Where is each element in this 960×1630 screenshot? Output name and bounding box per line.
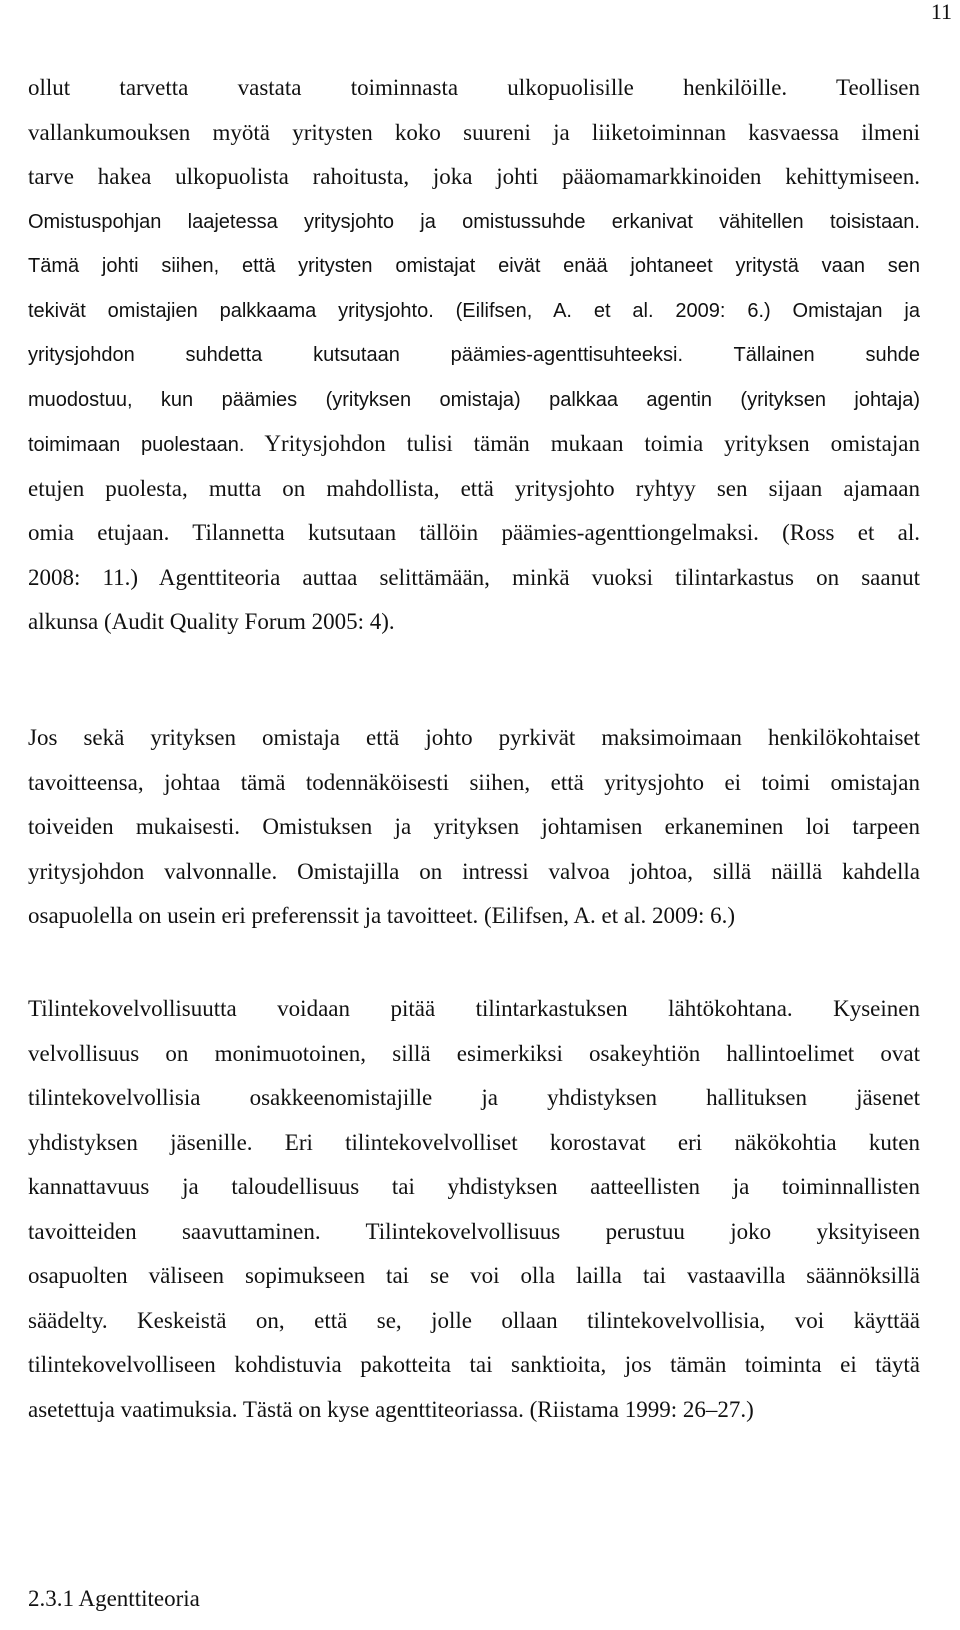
text-line: tavoitteensa, johtaa tämä todennäköisesti siihen, että yritysjohto ei toimi omistajan: [28, 769, 920, 795]
text-line: etujen puolesta, mutta on mahdollista, että yritysjohto ryhtyy sen sijaan ajamaan: [28, 475, 920, 501]
text-line: Tilintekovelvollisuutta voidaan pitää tilintarkastuksen lähtökohtana. Kyseinen: [28, 996, 920, 1021]
text-line: yritysjohdon suhdetta kutsutaan päämies-agenttisuhteeksi. Tällainen suhde: [28, 344, 920, 366]
text-line: tavoitteiden saavuttaminen. Tilintekovelvollisuus perustuu joko yksityiseen: [28, 1218, 920, 1244]
text-line: osapuolella on usein eri preferenssit ja tavoitteet. (Eilifsen, A. et al. 2009: 6.): [28, 903, 736, 928]
paragraph-3: [28, 987, 920, 1432]
text-line: tilintekovelvollisia osakkeenomistajille ja yhdistyksen hallituksen jäsenet: [28, 1085, 920, 1110]
text-line: ollut tarvetta vastata toiminnasta ulkopuolisille henkilöille. Teollisen: [28, 75, 920, 100]
text-fragment: toimimaan puolestaan.: [28, 434, 245, 456]
text-fragment: Yritysjohdon tulisi tämän mukaan toimia yrityksen omistajan: [264, 431, 920, 456]
text-line: omia etujaan. Tilannetta kutsutaan tällöin päämies-agenttiongelmaksi. (Ross et al.: [28, 520, 920, 545]
paragraph-1-sans-block: [28, 200, 920, 423]
paragraph-2: [28, 716, 920, 939]
text-line: yhdistyksen jäsenille. Eri tilintekovelvolliset korostavat eri näkökohtia kuten: [28, 1129, 920, 1155]
text-line: velvollisuus on monimuotoinen, sillä esimerkiksi osakeyhtiön hallintoelimet ovat: [28, 1040, 920, 1066]
text-line: tekivät omistajien palkkaama yritysjohto. (Eilifsen, A. et al. 2009: 6.) Omistajan ja: [28, 299, 920, 322]
text-line: muodostuu, kun päämies (yrityksen omistaja) palkkaa agentin (yrityksen johtaja): [28, 388, 920, 411]
text-line: Tämä johti siihen, että yritysten omistajat eivät enää johtaneet yritystä vaan sen: [28, 255, 920, 277]
paragraph-1-mixed-line: [28, 422, 920, 467]
text-line-mixed: [28, 422, 920, 467]
text-line: säädelty. Keskeistä on, että se, jolle ollaan tilintekovelvollisia, voi käyttää: [28, 1307, 920, 1333]
paragraph-1-end: [28, 467, 920, 645]
page-number: 11: [930, 0, 952, 24]
text-line: alkunsa (Audit Quality Forum 2005: 4).: [28, 609, 395, 634]
text-line: toiveiden mukaisesti. Omistuksen ja yrityksen johtamisen erkaneminen loi tarpeen: [28, 814, 920, 839]
section-heading: 2.3.1 Agenttiteoria: [28, 1586, 200, 1611]
text-line: asetettuja vaatimuksia. Tästä on kyse agenttiteoriassa. (Riistama 1999: 26–27.): [28, 1396, 754, 1422]
text-line: osapuolten väliseen sopimukseen tai se voi olla lailla tai vastaavilla säännöksillä: [28, 1263, 920, 1288]
text-line: vallankumouksen myötä yritysten koko suureni ja liiketoiminnan kasvaessa ilmeni: [28, 119, 920, 145]
text-line: tarve hakea ulkopuolista rahoitusta, joka johti pääomamarkkinoiden kehittymiseen.: [28, 164, 920, 189]
text-line: Omistuspohjan laajetessa yritysjohto ja omistussuhde erkanivat vähitellen toisistaan.: [28, 210, 920, 233]
text-line: 2008: 11.) Agenttiteoria auttaa selittämään, minkä vuoksi tilintarkastus on saanut: [28, 564, 920, 590]
paragraph-1: [28, 66, 920, 200]
text-line: kannattavuus ja taloudellisuus tai yhdistyksen aatteellisten ja toiminnallisten: [28, 1174, 920, 1199]
text-line: Jos sekä yrityksen omistaja että johto pyrkivät maksimoimaan henkilökohtaiset: [28, 725, 920, 750]
text-line: tilintekovelvolliseen kohdistuvia pakotteita tai sanktioita, jos tämän toiminta ei täytä: [28, 1352, 920, 1377]
text-line: yritysjohdon valvonnalle. Omistajilla on intressi valvoa johtoa, sillä näillä kahdella: [28, 858, 920, 884]
